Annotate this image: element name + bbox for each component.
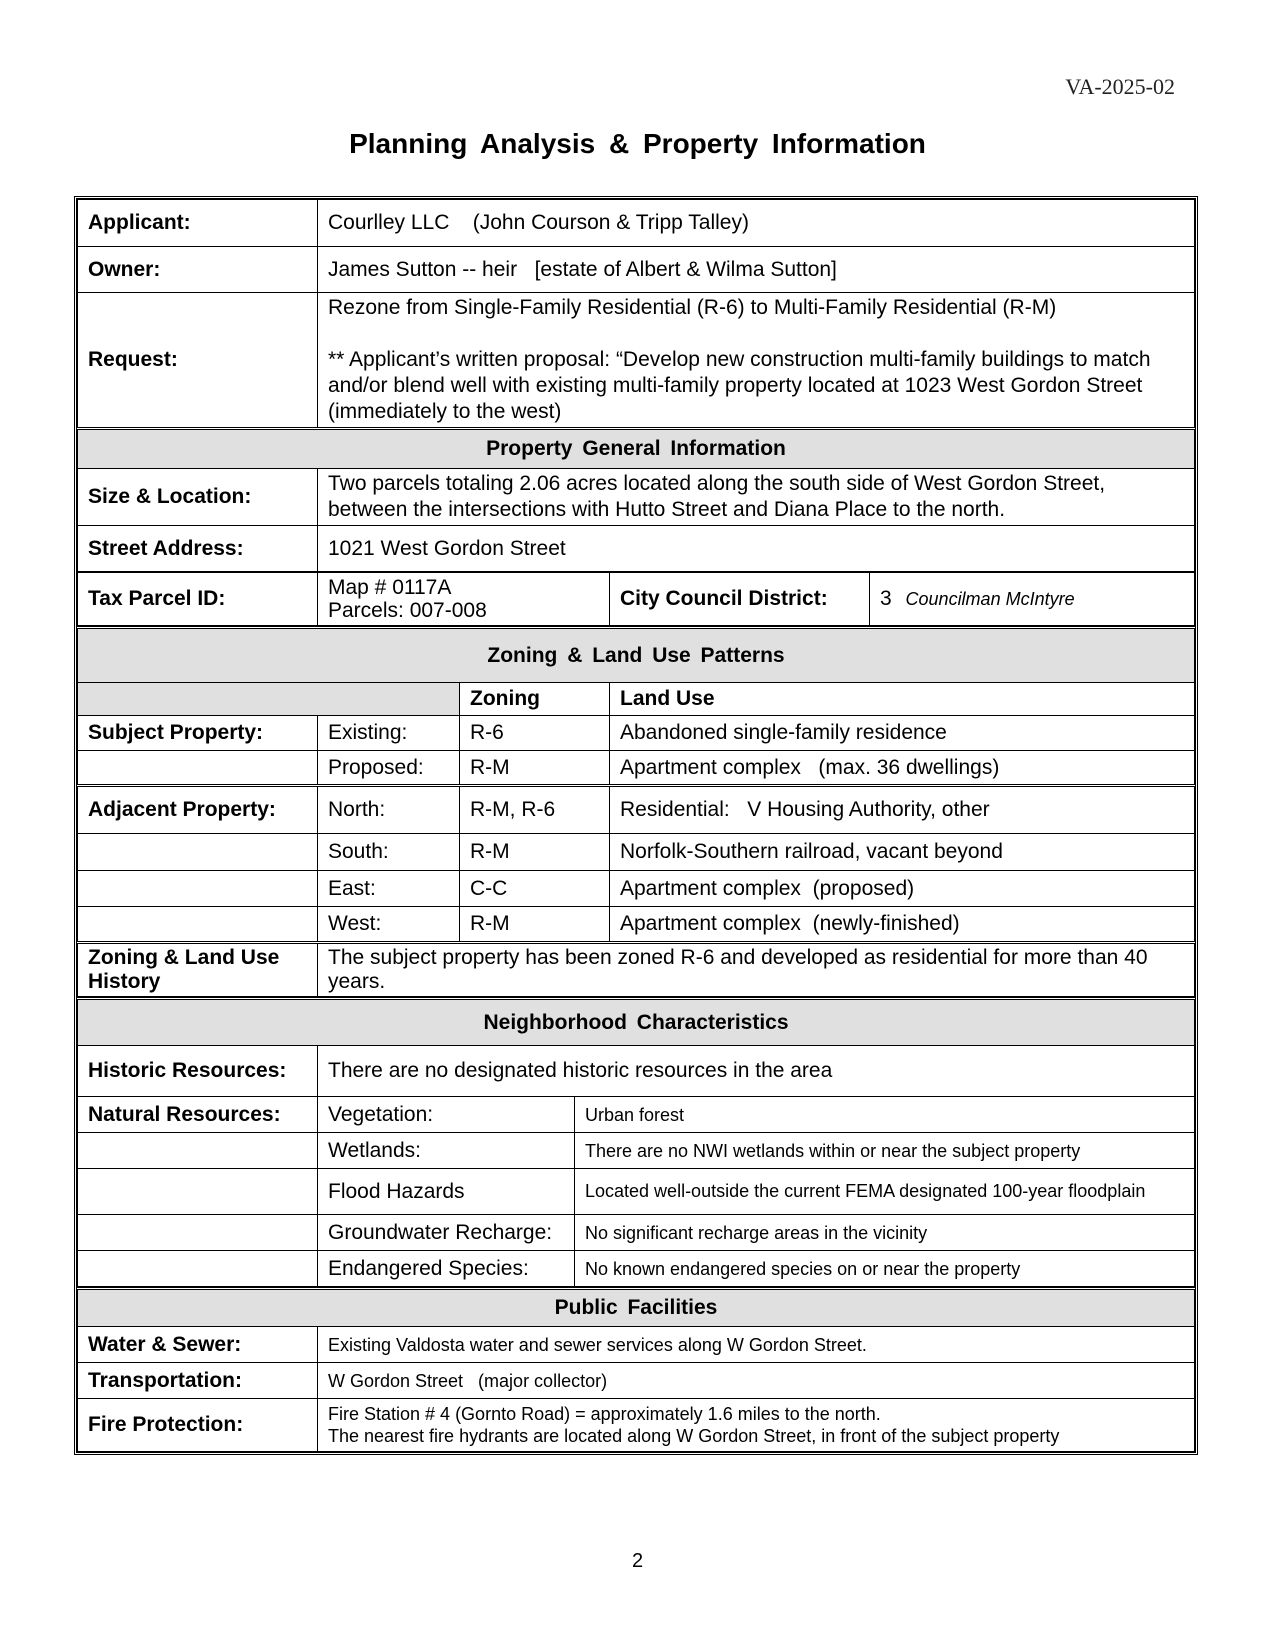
zoning-code: C-C: [460, 871, 610, 907]
request-proposal: ** Applicant’s written proposal: “Develop new construction multi-family buildings to match and/or blend well with existing multi-family property located at 1023 West Gordon Street (immediately to the west): [328, 348, 1151, 423]
councilman-name: Councilman McIntyre: [905, 589, 1075, 609]
land-use: Apartment complex (newly-finished): [610, 907, 1195, 943]
table-row: [78, 907, 1195, 943]
empty-cell: [78, 871, 318, 907]
zoning-code: R-M, R-6: [460, 786, 610, 834]
resource-value: Urban forest: [575, 1097, 1195, 1133]
resource-item: Endangered Species:: [318, 1251, 575, 1287]
empty-cell: [78, 1215, 318, 1251]
owner-label: Owner:: [78, 247, 318, 293]
table-row: [78, 1215, 1195, 1251]
empty-cell: [78, 834, 318, 871]
resource-item: Flood Hazards: [318, 1169, 575, 1215]
property-general-heading: Property General Information: [78, 429, 1195, 469]
fire-station-line: Fire Station # 4 (Gornto Road) = approximately 1.6 miles to the north.: [328, 1404, 881, 1424]
zoning-direction: East:: [318, 871, 460, 907]
size-location-label: Size & Location:: [78, 469, 318, 526]
applicant-label: Applicant:: [78, 200, 318, 247]
table-row: [78, 751, 1195, 786]
empty-cell: [78, 907, 318, 943]
historic-resources-value: There are no designated historic resources in the area: [318, 1046, 1195, 1097]
resource-item: Wetlands:: [318, 1133, 575, 1169]
zoning-code: R-M: [460, 834, 610, 871]
zoning-direction: North:: [318, 786, 460, 834]
transportation-value: W Gordon Street (major collector): [318, 1363, 1195, 1399]
resource-value: No known endangered species on or near the property: [575, 1251, 1195, 1287]
size-location-value: Two parcels totaling 2.06 acres located along the south side of West Gordon Street, between the intersections with Hutto Street and Diana Place to the north.: [318, 469, 1195, 526]
street-address-value: 1021 West Gordon Street: [318, 526, 1195, 572]
table-row: [78, 786, 1195, 834]
empty-cell: [78, 1133, 318, 1169]
zoning-heading: Zoning & Land Use Patterns: [78, 628, 1195, 683]
water-sewer-label: Water & Sewer:: [78, 1327, 318, 1363]
page-title: Planning Analysis & Property Information: [349, 128, 926, 159]
subject-property-label: Subject Property:: [78, 716, 318, 751]
fire-hydrant-line: The nearest fire hydrants are located along W Gordon Street, in front of the subject property: [328, 1426, 1060, 1446]
council-district-value: [870, 573, 1195, 626]
zoning-code: R-M: [460, 907, 610, 943]
resource-value: Located well-outside the current FEMA designated 100-year floodplain: [575, 1169, 1195, 1215]
tax-map-number: Map # 0117A: [328, 576, 452, 599]
adjacent-property-label: Adjacent Property:: [78, 786, 318, 834]
natural-resources-label: Natural Resources:: [78, 1097, 318, 1133]
table-row: [78, 1133, 1195, 1169]
empty-cell: [78, 751, 318, 786]
owner-value: James Sutton -- heir [estate of Albert & Wilma Sutton]: [318, 247, 1195, 293]
land-use: Residential: V Housing Authority, other: [610, 786, 1195, 834]
land-use: Apartment complex (proposed): [610, 871, 1195, 907]
tax-parcel-table: [77, 572, 1195, 626]
request-label: Request:: [78, 293, 318, 429]
zoning-direction: Proposed:: [318, 751, 460, 786]
zoning-direction: South:: [318, 834, 460, 871]
zoning-history-label: Zoning & Land Use History: [78, 943, 318, 997]
property-info-table: [74, 196, 1198, 1455]
land-use: Apartment complex (max. 36 dwellings): [610, 751, 1195, 786]
page-number: 2: [631, 1550, 644, 1572]
table-row: [78, 1251, 1195, 1287]
neighborhood-table: [77, 997, 1195, 1287]
transportation-label: Transportation:: [78, 1363, 318, 1399]
applicant-table: [77, 199, 1195, 572]
water-sewer-value: Existing Valdosta water and sewer services along W Gordon Street.: [318, 1327, 1195, 1363]
land-use: Abandoned single-family residence: [610, 716, 1195, 751]
request-line-1: Rezone from Single-Family Residential (R-6) to Multi-Family Residential (R-M): [328, 296, 1057, 319]
fire-protection-value: [318, 1399, 1195, 1452]
empty-cell: [78, 1251, 318, 1287]
zoning-code: R-6: [460, 716, 610, 751]
tax-parcels: Parcels: 007-008: [328, 599, 487, 622]
resource-item: Groundwater Recharge:: [318, 1215, 575, 1251]
document-id: VA-2025-02: [1065, 74, 1175, 99]
street-address-label: Street Address:: [78, 526, 318, 572]
land-use: Norfolk-Southern railroad, vacant beyond: [610, 834, 1195, 871]
council-district-number: 3: [880, 587, 892, 610]
resource-item: Vegetation:: [318, 1097, 575, 1133]
zoning-history-value: The subject property has been zoned R-6 and developed as residential for more than 40 years.: [318, 943, 1195, 997]
table-row: [78, 871, 1195, 907]
tax-parcel-value: [318, 573, 610, 626]
zoning-table: [77, 626, 1195, 997]
zoning-column-header: Zoning: [460, 683, 610, 716]
zoning-direction: Existing:: [318, 716, 460, 751]
land-use-column-header: Land Use: [610, 683, 1195, 716]
neighborhood-heading: Neighborhood Characteristics: [78, 999, 1195, 1046]
resource-value: No significant recharge areas in the vicinity: [575, 1215, 1195, 1251]
council-district-label: City Council District:: [610, 573, 870, 626]
table-row: [78, 716, 1195, 751]
zoning-direction: West:: [318, 907, 460, 943]
resource-value: There are no NWI wetlands within or near the subject property: [575, 1133, 1195, 1169]
tax-parcel-label: Tax Parcel ID:: [78, 573, 318, 626]
fire-protection-label: Fire Protection:: [78, 1399, 318, 1452]
zoning-header-blank: [78, 683, 460, 716]
table-row: [78, 1169, 1195, 1215]
table-row: [78, 834, 1195, 871]
zoning-code: R-M: [460, 751, 610, 786]
empty-cell: [78, 1169, 318, 1215]
applicant-value: Courlley LLC (John Courson & Tripp Talley): [318, 200, 1195, 247]
table-row: [78, 1097, 1195, 1133]
public-facilities-table: [77, 1287, 1195, 1452]
public-facilities-heading: Public Facilities: [78, 1289, 1195, 1327]
historic-resources-label: Historic Resources:: [78, 1046, 318, 1097]
request-value: [318, 293, 1195, 429]
